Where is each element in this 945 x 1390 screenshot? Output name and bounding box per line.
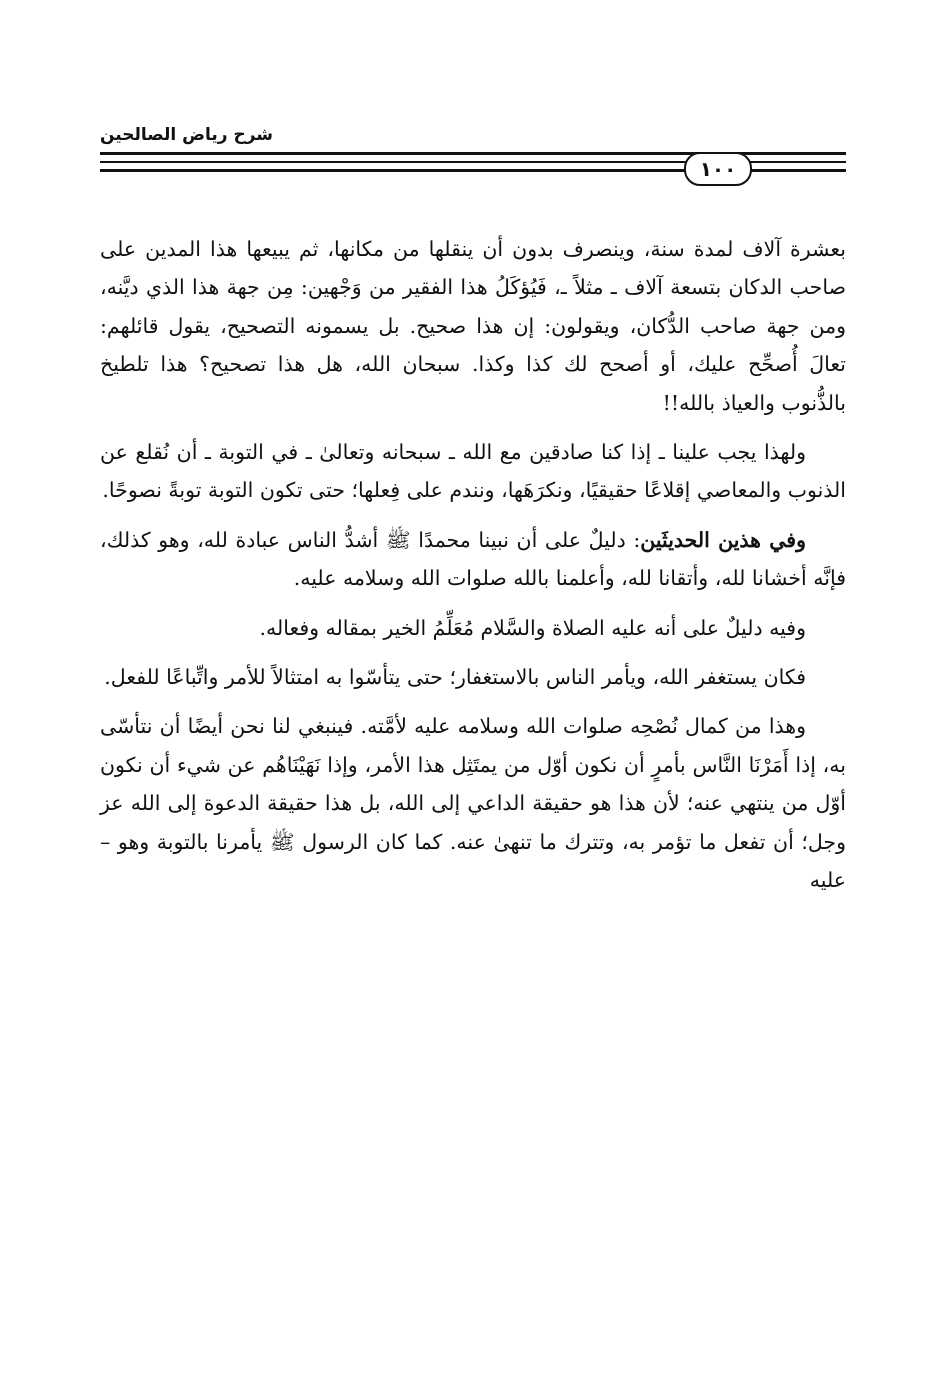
page-number-badge: ١٠٠ xyxy=(684,152,752,186)
paragraph: وفيه دليلٌ على أنه عليه الصلاة والسَّلام مُعَلِّمُ الخير بمقاله وفعاله. xyxy=(259,615,806,640)
running-title: شرح رياض الصالحين xyxy=(100,125,274,145)
paragraph: ولهذا يجب علينا ـ إذا كنا صادقين مع الله ـ سبحانه وتعالىٰ ـ في التوبة ـ أن نُقلع عن الذنوب والمعاصي إقلاعًا حقيقيًا، ونكرَهَها، ونندم على فِعلها؛ حتى تكون التوبة توبةً نصوحًا. xyxy=(100,440,846,503)
paragraph-lead: وفي هذين الحديثَين xyxy=(640,527,806,552)
paragraph: بعشرة آلاف لمدة سنة، وينصرف بدون أن ينقلها من مكانها، ثم يبيعها هذا المدين على صاحب الدكان بتسعة آلاف ـ مثلاً ـ، فَيُؤكَلُ هذا الفقير من وَجْهين: مِن جهة هذا الذي ديَّنه، ومن جهة صاحب الدُّكان، ويقولون: إن هذا صحيح. بل يسمونه التصحيح، يقول قائلهم: تعالَ أُصحِّح عليك، أو أصحح لك كذا وكذا. سبحان الله، هل هذا تصحيح؟ هذا تلطيخ بالذُّنوب والعياذ بالله!! xyxy=(100,237,846,415)
paragraph-text: : دليلٌ على أن نبينا محمدًا ﷺ أشدُّ الناس عبادة لله، وهو كذلك، فإنَّه أخشانا لله، وأتقانا لله، وأعلمنا بالله صلوات الله وسلامه عليه. xyxy=(100,527,846,591)
paragraph xyxy=(100,521,846,598)
page-header xyxy=(100,125,846,185)
paragraph: وهذا من كمال نُصْحِه صلوات الله وسلامه عليه لأمَّته. فينبغي لنا نحن أيضًا أن نتأسّى به، إذا أَمَرْنَا النَّاس بأمرٍ أن نكون أوّل من يمتَثِل هذا الأمر، وإذا نَهَيْنَاهُم عن شيء أن نكون أوّل من ينتهي عنه؛ لأن هذا هو حقيقة الداعي إلى الله، بل هذا حقيقة الدعوة إلى الله عز وجل؛ أن تفعل ما تؤمر به، وتترك ما تنهىٰ عنه. كما كان الرسول ﷺ يأمرنا بالتوبة وهو – عليه xyxy=(100,714,846,893)
paragraph: فكان يستغفر الله، ويأمر الناس بالاستغفار؛ حتى يتأسّوا به امتثالاً للأمر واتِّباعًا للفعل. xyxy=(104,665,806,690)
body-text xyxy=(100,230,846,911)
